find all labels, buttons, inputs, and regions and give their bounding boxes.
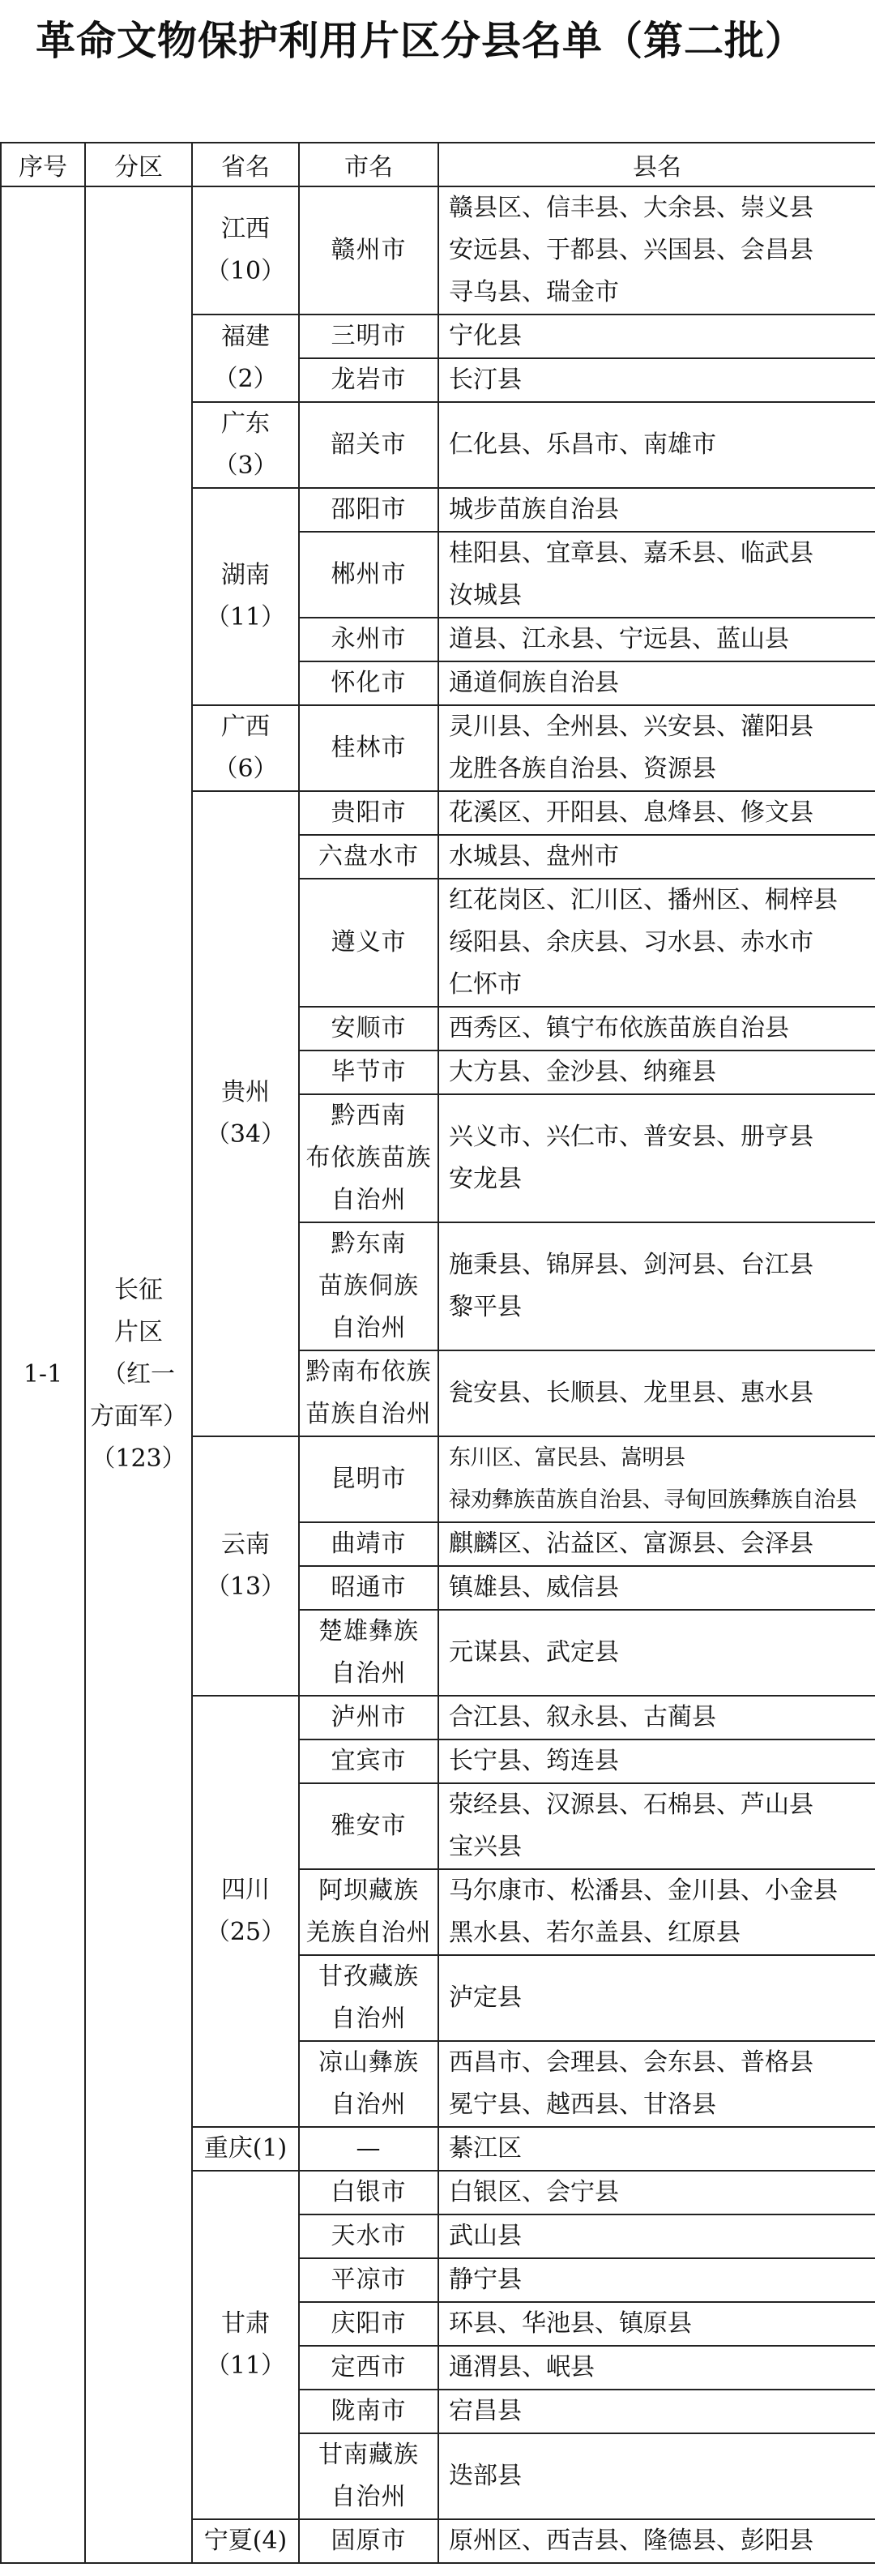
- seq-cell: 1-1: [1, 186, 85, 2563]
- header-county: 县名: [438, 143, 875, 186]
- city-cell: 泸州市: [299, 1696, 438, 1739]
- header-region: 分区: [85, 143, 192, 186]
- county-cell: 静宁县: [438, 2258, 875, 2302]
- province-cell: 江西 （10）: [192, 186, 299, 315]
- city-cell: 甘南藏族 自治州: [299, 2433, 438, 2519]
- city-cell: 平凉市: [299, 2258, 438, 2302]
- city-cell: 庆阳市: [299, 2302, 438, 2346]
- header-province: 省名: [192, 143, 299, 186]
- city-cell: 韶关市: [299, 402, 438, 488]
- county-cell: 迭部县: [438, 2433, 875, 2519]
- county-cell: 原州区、西吉县、隆德县、彭阳县: [438, 2519, 875, 2563]
- city-cell: 赣州市: [299, 186, 438, 315]
- city-cell: 陇南市: [299, 2390, 438, 2433]
- county-cell: 仁化县、乐昌市、南雄市: [438, 402, 875, 488]
- city-cell: 三明市: [299, 315, 438, 358]
- city-cell: 曲靖市: [299, 1522, 438, 1566]
- county-cell: 綦江区: [438, 2127, 875, 2171]
- county-cell: 镇雄县、威信县: [438, 1566, 875, 1610]
- province-cell: 广西 （6）: [192, 705, 299, 791]
- province-cell: 贵州 （34）: [192, 791, 299, 1436]
- city-cell: 黔东南 苗族侗族 自治州: [299, 1222, 438, 1350]
- city-cell: 黔西南 布依族苗族 自治州: [299, 1094, 438, 1222]
- city-cell: 毕节市: [299, 1051, 438, 1094]
- table-row: [1, 186, 875, 315]
- city-cell: 凉山彝族 自治州: [299, 2041, 438, 2127]
- city-cell: —: [299, 2127, 438, 2171]
- county-cell: 施秉县、锦屏县、剑河县、台江县 黎平县: [438, 1222, 875, 1350]
- city-cell: 永州市: [299, 618, 438, 661]
- city-cell: 昆明市: [299, 1436, 438, 1522]
- city-cell: 黔南布依族 苗族自治州: [299, 1350, 438, 1436]
- city-cell: 龙岩市: [299, 358, 438, 402]
- province-cell: 福建 （2）: [192, 315, 299, 402]
- table-header-row: [1, 143, 875, 186]
- county-cell: 灵川县、全州县、兴安县、灌阳县 龙胜各族自治县、资源县: [438, 705, 875, 791]
- county-cell: 元谋县、武定县: [438, 1610, 875, 1696]
- county-cell: 赣县区、信丰县、大余县、崇义县 安远县、于都县、兴国县、会昌县 寻乌县、瑞金市: [438, 186, 875, 315]
- county-cell: 瓮安县、长顺县、龙里县、惠水县: [438, 1350, 875, 1436]
- city-cell: 雅安市: [299, 1783, 438, 1869]
- county-cell: 道县、江永县、宁远县、蓝山县: [438, 618, 875, 661]
- county-cell: 通道侗族自治县: [438, 661, 875, 705]
- city-cell: 六盘水市: [299, 835, 438, 879]
- city-cell: 怀化市: [299, 661, 438, 705]
- county-cell: 花溪区、开阳县、息烽县、修文县: [438, 791, 875, 835]
- province-cell: 宁夏(4): [192, 2519, 299, 2563]
- county-cell: 白银区、会宁县: [438, 2171, 875, 2214]
- region-cell: 长征 片区 （红一 方面军） （123）: [85, 186, 192, 2563]
- city-cell: 白银市: [299, 2171, 438, 2214]
- province-cell: 云南 （13）: [192, 1436, 299, 1696]
- city-cell: 阿坝藏族 羌族自治州: [299, 1869, 438, 1955]
- city-cell: 安顺市: [299, 1007, 438, 1051]
- province-cell: 重庆(1): [192, 2127, 299, 2171]
- county-cell: 水城县、盘州市: [438, 835, 875, 879]
- county-cell: 兴义市、兴仁市、普安县、册亨县 安龙县: [438, 1094, 875, 1222]
- city-cell: 桂林市: [299, 705, 438, 791]
- city-cell: 固原市: [299, 2519, 438, 2563]
- county-cell: 环县、华池县、镇原县: [438, 2302, 875, 2346]
- county-cell: 泸定县: [438, 1955, 875, 2041]
- province-cell: 四川 （25）: [192, 1696, 299, 2127]
- county-cell: 宕昌县: [438, 2390, 875, 2433]
- city-cell: 定西市: [299, 2346, 438, 2390]
- header-seq: 序号: [1, 143, 85, 186]
- table-body: [1, 186, 875, 2563]
- county-cell: 宁化县: [438, 315, 875, 358]
- header-city: 市名: [299, 143, 438, 186]
- city-cell: 郴州市: [299, 532, 438, 618]
- city-cell: 昭通市: [299, 1566, 438, 1610]
- city-cell: 邵阳市: [299, 488, 438, 532]
- county-cell: 武山县: [438, 2214, 875, 2258]
- county-cell: 红花岗区、汇川区、播州区、桐梓县 绥阳县、余庆县、习水县、赤水市 仁怀市: [438, 879, 875, 1007]
- city-cell: 天水市: [299, 2214, 438, 2258]
- county-cell: 荥经县、汉源县、石棉县、芦山县 宝兴县: [438, 1783, 875, 1869]
- county-cell: 麒麟区、沾益区、富源县、会泽县: [438, 1522, 875, 1566]
- county-cell: 长宁县、筠连县: [438, 1739, 875, 1783]
- county-cell: 长汀县: [438, 358, 875, 402]
- county-list-table: [0, 142, 875, 2564]
- city-cell: 甘孜藏族 自治州: [299, 1955, 438, 2041]
- county-cell: 东川区、富民县、嵩明县 禄劝彝族苗族自治县、寻甸回族彝族自治县: [438, 1436, 875, 1522]
- province-cell: 湖南 （11）: [192, 488, 299, 705]
- county-cell: 大方县、金沙县、纳雍县: [438, 1051, 875, 1094]
- county-cell: 西秀区、镇宁布依族苗族自治县: [438, 1007, 875, 1051]
- city-cell: 遵义市: [299, 879, 438, 1007]
- province-cell: 广东 （3）: [192, 402, 299, 488]
- county-cell: 城步苗族自治县: [438, 488, 875, 532]
- province-cell: 甘肃 （11）: [192, 2171, 299, 2519]
- county-cell: 马尔康市、松潘县、金川县、小金县 黑水县、若尔盖县、红原县: [438, 1869, 875, 1955]
- county-cell: 通渭县、岷县: [438, 2346, 875, 2390]
- city-cell: 宜宾市: [299, 1739, 438, 1783]
- page-title: 革命文物保护利用片区分县名单（第二批）: [36, 17, 806, 64]
- county-cell: 合江县、叙永县、古蔺县: [438, 1696, 875, 1739]
- city-cell: 贵阳市: [299, 791, 438, 835]
- county-cell: 西昌市、会理县、会东县、普格县 冕宁县、越西县、甘洛县: [438, 2041, 875, 2127]
- county-cell: 桂阳县、宜章县、嘉禾县、临武县 汝城县: [438, 532, 875, 618]
- city-cell: 楚雄彝族 自治州: [299, 1610, 438, 1696]
